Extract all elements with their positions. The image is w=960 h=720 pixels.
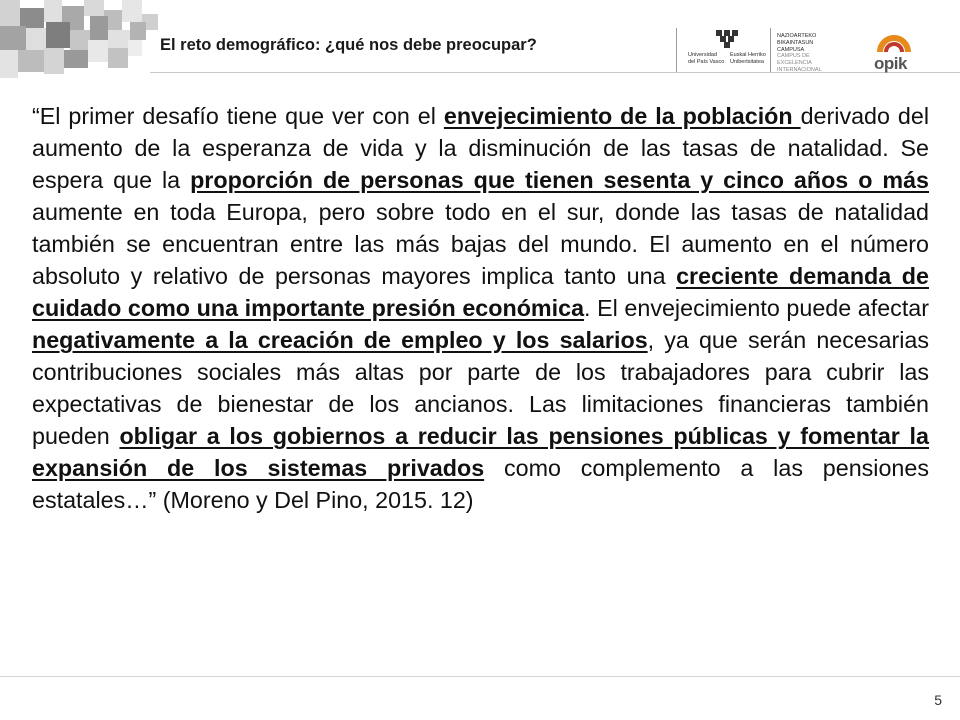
footer-divider bbox=[0, 676, 960, 677]
upv-label-es bbox=[688, 52, 724, 65]
quote-text: , ya que serán necesarias contribuciones sociales más altas por parte de los trabajadores para cubrir las expectativas de bienestar de los ancianos. Las limitaciones financieras también pueden bbox=[32, 327, 929, 449]
quote-text: derivado del aumento de la esperanza de vida y la disminución de las tasas de natalidad. Se espera que la bbox=[32, 103, 929, 193]
quote-text: “El primer desafío tiene que ver con el bbox=[32, 103, 444, 129]
quote-highlight: obligar a los gobiernos a reducir las pensiones públicas y fomentar la expansión de los sistemas privados bbox=[32, 423, 929, 481]
logo-separator bbox=[676, 28, 677, 72]
campus-line: BIKAINTASUN bbox=[777, 39, 814, 46]
upv-label-eu bbox=[730, 52, 766, 65]
quote-highlight: proporción de personas que tienen sesenta y cinco años o más bbox=[190, 167, 930, 193]
upv-line: Universidad bbox=[688, 52, 718, 58]
header-divider bbox=[150, 72, 960, 73]
opik-logo-text: opik bbox=[874, 54, 907, 73]
campus-line: CAMPUSA bbox=[777, 46, 805, 53]
quote-paragraph bbox=[32, 100, 929, 516]
upv-emblem-icon bbox=[716, 30, 738, 48]
upv-line: del País Vasco bbox=[688, 58, 725, 65]
quote-highlight: creciente demanda de cuidado como una importante presión económica bbox=[32, 263, 929, 321]
page-number: 5 bbox=[934, 692, 942, 708]
campus-line: INTERNACIONAL bbox=[777, 66, 822, 73]
campus-excelencia-logo bbox=[777, 33, 822, 74]
header-mosaic-decoration bbox=[0, 0, 165, 78]
upv-line: Euskal Herriko bbox=[730, 52, 766, 58]
quote-highlight: envejecimiento de la población bbox=[443, 103, 801, 129]
quote-text: aumente en toda Europa, pero sobre todo en el sur, donde las tasas de natalidad también se encuentran entre las más bajas del mundo. El aumento en el número absoluto y relativo de personas mayores implica tanto una bbox=[32, 199, 929, 289]
campus-line: NAZIOARTEKO bbox=[777, 33, 817, 39]
quote-text: . El envejecimiento puede afectar bbox=[584, 295, 930, 321]
upv-line: Unibertsitatea bbox=[730, 58, 764, 65]
slide-header bbox=[0, 0, 960, 78]
campus-line: EXCELENCIA bbox=[777, 60, 812, 67]
quote-text: como complemento a las pensiones estatales…” (Moreno y Del Pino, 2015. 12) bbox=[32, 455, 929, 513]
upv-ehu-logo bbox=[688, 30, 768, 70]
logo-separator bbox=[770, 28, 771, 72]
slide-title: El reto demográfico: ¿qué nos debe preocupar? bbox=[160, 36, 537, 54]
quote-highlight: negativamente a la creación de empleo y los salarios bbox=[32, 327, 648, 353]
campus-line: CAMPUS DE bbox=[777, 53, 810, 60]
